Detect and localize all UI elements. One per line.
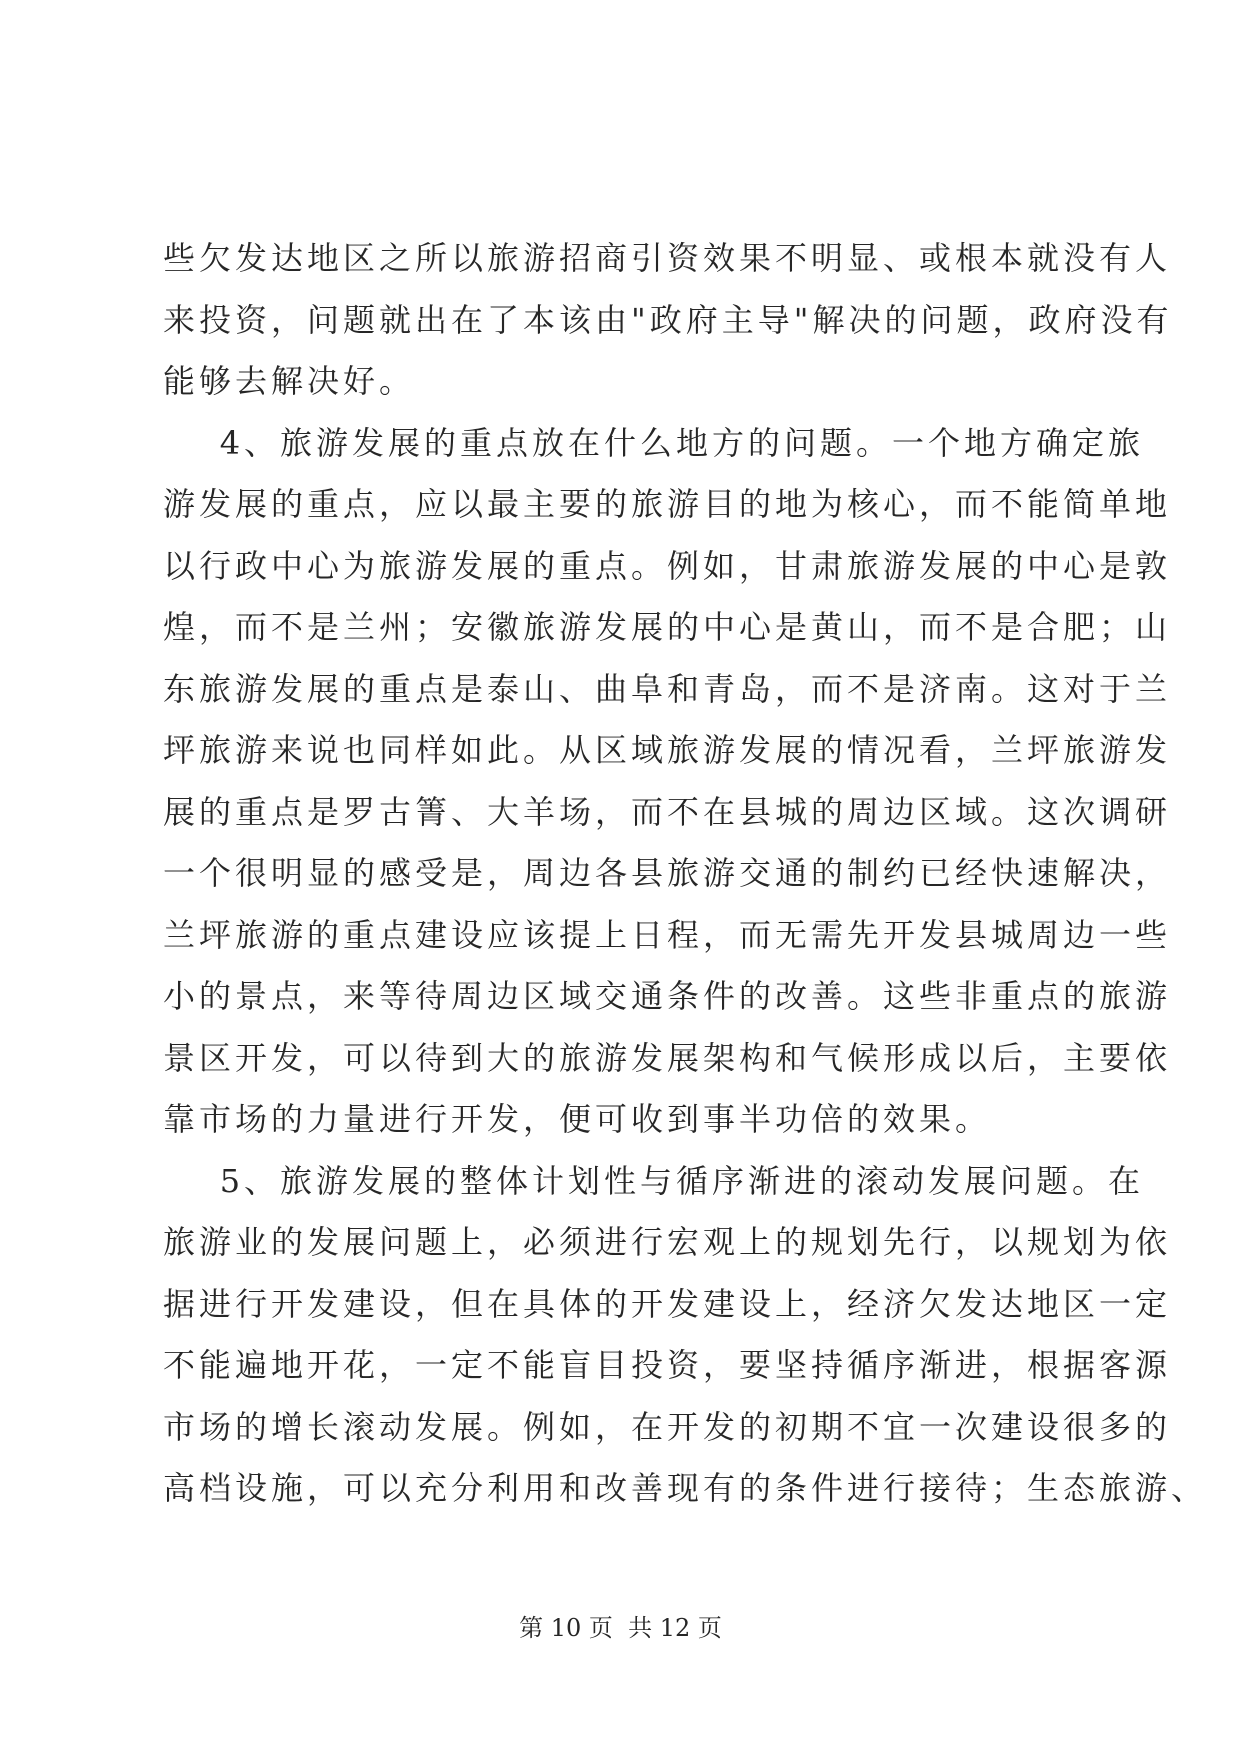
- text-line: 5、旅游发展的整体计划性与循序渐进的滚动发展问题。在: [163, 1161, 1145, 1200]
- text-line: 旅游业的发展问题上，必须进行宏观上的规划先行，以规划为依: [163, 1223, 1172, 1261]
- text-line: 兰坪旅游的重点建设应该提上日程，而无需先开发县城周边一些: [163, 915, 1172, 954]
- text-line: 市场的增长滚动发展。例如，在开发的初期不宜一次建设很多的: [163, 1407, 1172, 1446]
- text-line: 小的景点，来等待周边区域交通条件的改善。这些非重点的旅游: [163, 977, 1172, 1015]
- text-line: 坪旅游来说也同样如此。从区域旅游发展的情况看，兰坪旅游发: [163, 731, 1172, 769]
- page-footer: [0, 1613, 1241, 1643]
- text-line: 靠市场的力量进行开发，便可收到事半功倍的效果。: [163, 1100, 992, 1138]
- text-line: 展的重点是罗古箐、大羊场，而不在县城的周边区域。这次调研: [163, 792, 1172, 831]
- text-line: 4、旅游发展的重点放在什么地方的问题。一个地方确定旅: [163, 423, 1145, 462]
- text-line: 据进行开发建设，但在具体的开发建设上，经济欠发达地区一定: [163, 1284, 1172, 1323]
- text-line: 高档设施，可以充分利用和改善现有的条件进行接待；生态旅游、: [163, 1469, 1208, 1507]
- text-line: 些欠发达地区之所以旅游招商引资效果不明显、或根本就没有人: [163, 239, 1172, 277]
- text-line: 能够去解决好。: [163, 362, 416, 400]
- body-text: [163, 228, 1208, 1520]
- text-line: 景区开发，可以待到大的旅游发展架构和气候形成以后，主要依: [163, 1038, 1172, 1077]
- text-line: 以行政中心为旅游发展的重点。例如，甘肃旅游发展的中心是敦: [163, 546, 1172, 585]
- text-line: 东旅游发展的重点是泰山、曲阜和青岛，而不是济南。这对于兰: [163, 669, 1172, 708]
- text-line: 一个很明显的感受是，周边各县旅游交通的制约已经快速解决，: [163, 854, 1172, 892]
- page-number-label: 第 10 页 共 12 页: [519, 1614, 722, 1642]
- text-line: 游发展的重点，应以最主要的旅游目的地为核心，而不能简单地: [163, 485, 1172, 523]
- text-line: 煌，而不是兰州；安徽旅游发展的中心是黄山，而不是合肥；山: [163, 608, 1172, 646]
- text-line: 来投资，问题就出在了本该由"政府主导"解决的问题，政府没有: [163, 300, 1173, 339]
- text-line: 不能遍地开花，一定不能盲目投资，要坚持循序渐进，根据客源: [163, 1346, 1172, 1384]
